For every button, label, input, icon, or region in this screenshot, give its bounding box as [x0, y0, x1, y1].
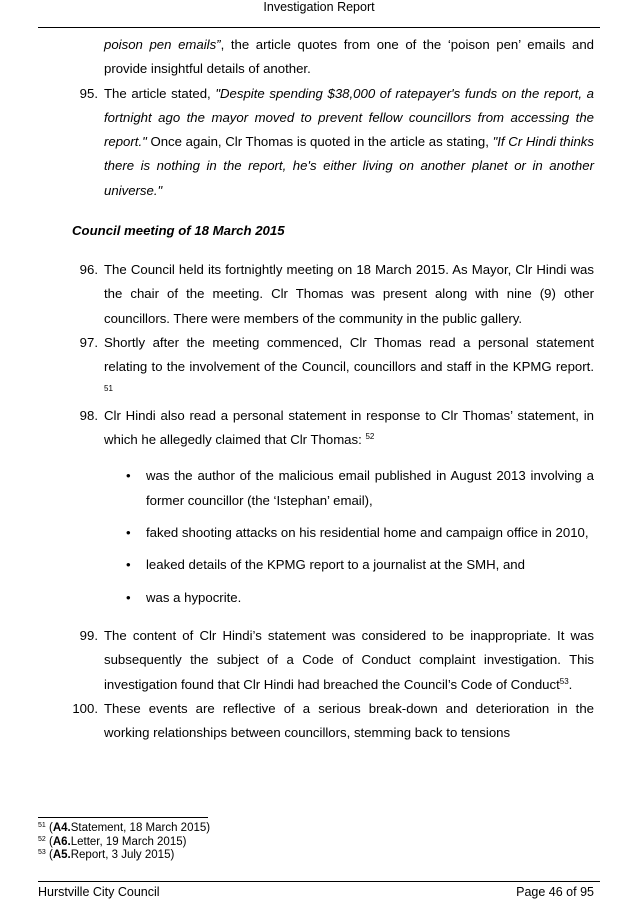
header-rule — [38, 27, 600, 28]
paragraph-number: 98. — [79, 407, 98, 423]
paragraph-100 — [38, 697, 594, 746]
footnote-number: 53 — [38, 849, 46, 856]
footnote-rule — [38, 817, 208, 818]
paragraph-96 — [38, 258, 594, 331]
footnote-ref[interactable]: 53 — [559, 676, 569, 686]
page-header: Investigation Report — [263, 0, 375, 14]
paragraph-number: 97. — [79, 334, 98, 350]
paragraph-94-continued — [38, 33, 594, 82]
paragraph-text: Shortly after the meeting commenced, Clr Thomas read a personal statement relating to the involvement of the Council, councillors and staff in the KPMG report. — [104, 334, 594, 375]
paragraph-text: The content of Clr Hindi’s statement was considered to be inappropriate. It was subsequently the subject of a Code of Conduct complaint investigation. This investigation found that Clr Hindi had breached the Council’s Code of Conduct — [104, 627, 594, 692]
paragraph-95 — [38, 82, 594, 203]
section-heading: Council meeting of 18 March 2015 — [72, 223, 285, 239]
footnote-ref-code: A5. — [52, 849, 71, 861]
quote-text: "If Cr Hindi thinks there is nothing in the report, he's either living on another planet or in another universe." — [104, 134, 594, 198]
paragraph-99 — [38, 624, 594, 697]
paragraph-text: These events are reflective of a serious break-down and deterioration in the working relationships between councillors, stemming back to tensions — [104, 700, 594, 741]
footnote-text: Letter, 19 March 2015) — [70, 835, 187, 848]
bullet-list — [38, 464, 594, 609]
quote-text: "Despite spending $38,000 of ratepayer's funds on the report, a fortnight ago the mayor moved to prevent fellow councillors from accessing the report." — [104, 85, 594, 150]
paragraph-number: 96. — [79, 262, 98, 278]
footnote-52: $^{52}$ (A6.Letter, 19 March 2015) — [38, 835, 187, 848]
footnote-text: Report, 3 July 2015) — [70, 849, 175, 861]
quote-text: poison pen emails” — [104, 37, 221, 52]
paragraph-text: Clr Hindi also read a personal statement in response to Clr Thomas’ statement, in which he allegedly claimed that Clr Thomas: — [104, 407, 594, 448]
footnote-ref-code: A6. — [52, 835, 71, 848]
document-body — [38, 33, 594, 745]
paragraph-number: 99. — [79, 627, 98, 643]
footnote-51: $^{51}$ (A4.Statement, 18 March 2015) — [38, 822, 211, 834]
footnote-text: Statement, 18 March 2015) — [70, 822, 211, 834]
paragraph-text: , the article quotes from one of the ‘poison pen’ emails and provide insightful details of another. — [104, 37, 595, 77]
footnote-53: $^{53}$ (A5.Report, 3 July 2015) — [38, 849, 175, 861]
footnote-ref-code: A4. — [52, 822, 71, 834]
footnote-ref[interactable]: 52 — [365, 432, 375, 442]
paragraph-text: The Council held its fortnightly meeting on 18 March 2015. As Mayor, Clr Hindi was the chair of the meeting. Clr Thomas was present along with nine (9) other councillors. There were members of the community in the public gallery. — [104, 262, 594, 326]
footnote-number: 51 — [38, 822, 46, 829]
paragraph-text: The article stated, — [104, 85, 216, 101]
paragraph-text: . — [568, 676, 573, 692]
paragraph-text: Once again, Clr Thomas is quoted in the article as stating, — [146, 134, 493, 150]
footnote-ref[interactable]: 51 — [104, 383, 113, 393]
list-item: • was a hypocrite. — [146, 586, 594, 610]
footnote-number: 52 — [38, 835, 46, 843]
list-item: • faked shooting attacks on his residential home and campaign office in 2010, — [146, 521, 594, 545]
paragraph-97 — [38, 331, 594, 404]
footer-rule — [38, 881, 600, 882]
page-number: Page 46 of 95 — [516, 885, 594, 899]
paragraph-number: 100. — [72, 700, 98, 716]
paragraph-98 — [38, 404, 594, 453]
list-item: • leaked details of the KPMG report to a journalist at the SMH, and — [146, 553, 594, 577]
footer-organisation: Hurstville City Council — [38, 885, 160, 899]
paragraph-number: 95. — [79, 85, 98, 101]
footnotes — [38, 822, 210, 863]
list-item: • was the author of the malicious email published in August 2013 involving a former councillor (the ‘Istephan’ email), — [146, 464, 594, 513]
